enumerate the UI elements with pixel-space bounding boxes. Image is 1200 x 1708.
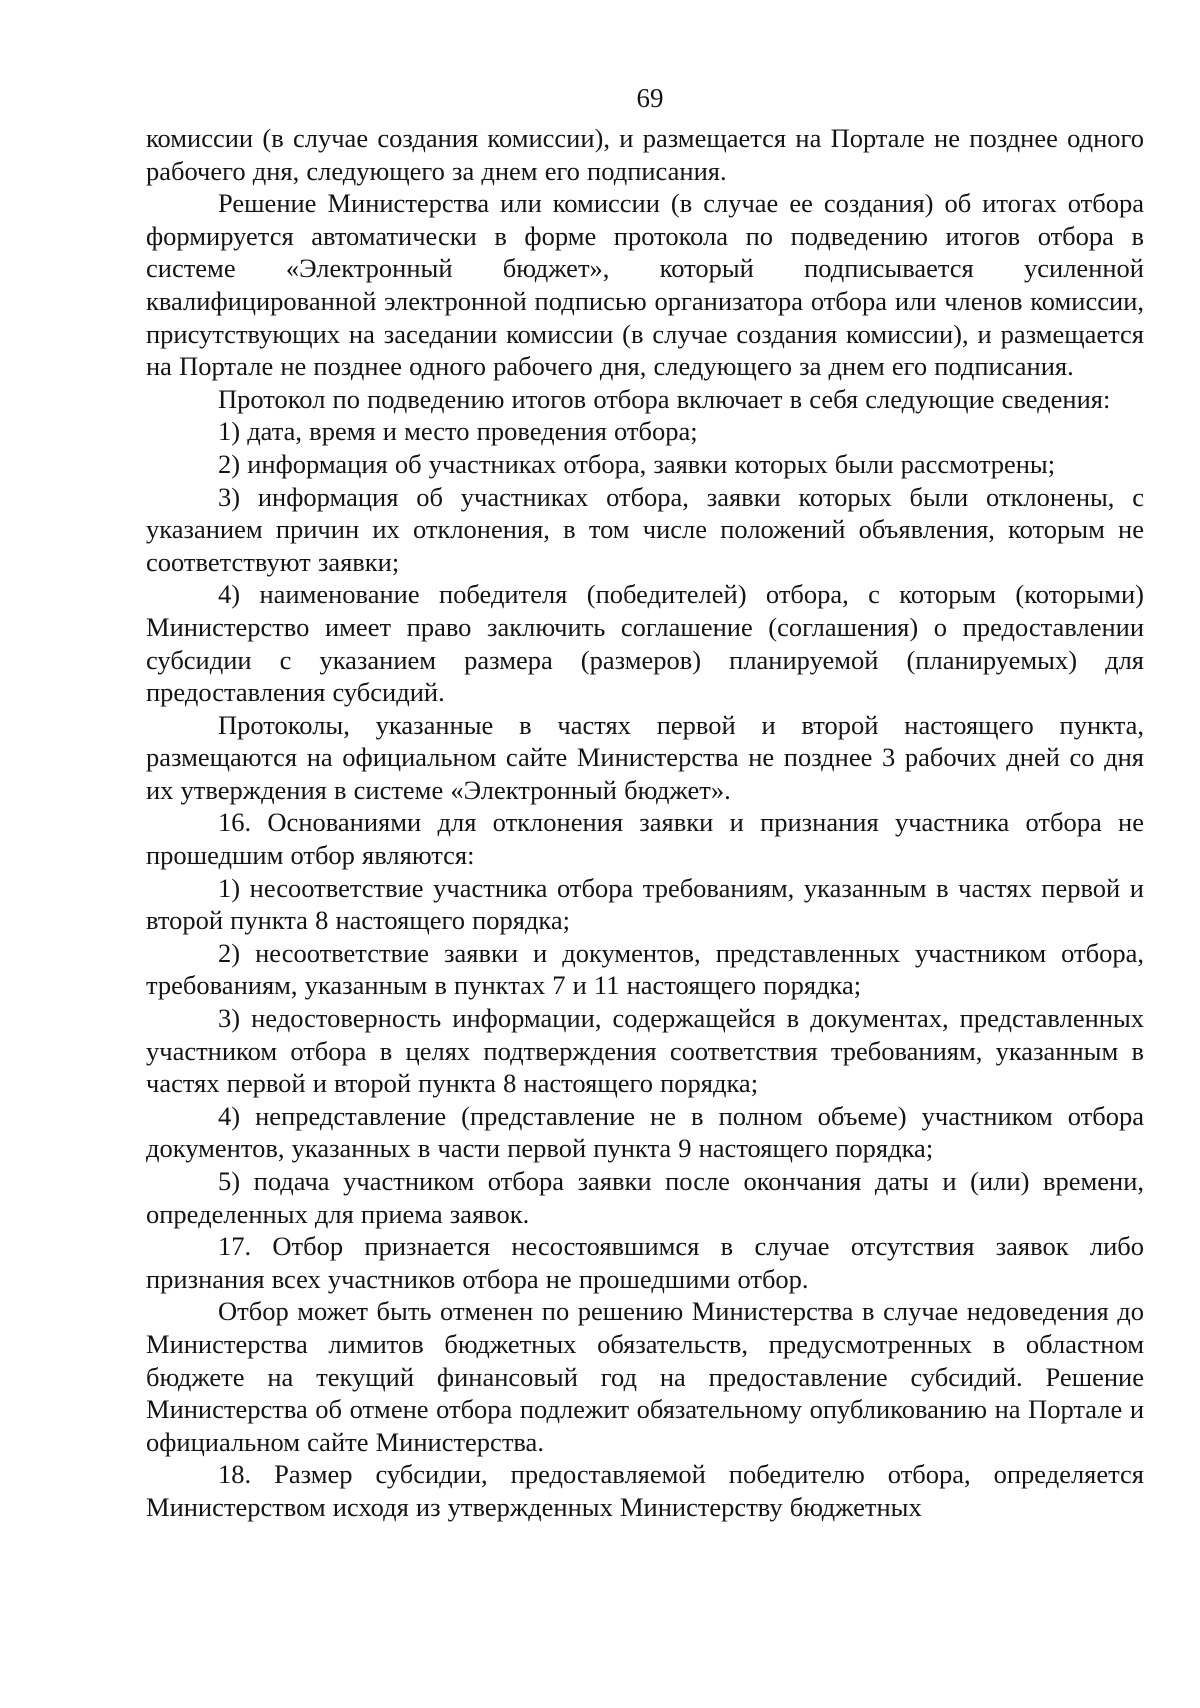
list-item: 5) подача участником отбора заявки после окончания даты и (или) времени, определенных для приема заявок. (146, 1166, 1144, 1229)
paragraph: Решение Министерства или комиссии (в случае ее создания) об итогах отбора формируется автоматически в форме протокола по подведению итогов отбора в системе «Электронный бюджет», который подписывается усиленной квалифицированной электронной подписью организатора отбора или членов комиссии, присутствующих на заседании комиссии (в случае создания комиссии), и размещается на Портале не позднее одного рабочего дня, следующего за днем его подписания. (146, 188, 1144, 382)
list-item: 2) информация об участниках отбора, заявки которых были рассмотрены; (218, 448, 1056, 479)
page-number: 69 (636, 83, 664, 113)
paragraph: 18. Размер субсидии, предоставляемой победителю отбора, определяется Министерством исходя из утвержденных Министерству бюджетных (146, 1459, 1144, 1522)
paragraph: 17. Отбор признается несостоявшимся в случае отсутствия заявок либо признания всех участников отбора не прошедшими отбор. (146, 1231, 1144, 1294)
body-text (146, 122, 1144, 1524)
paragraph: 16. Основаниями для отклонения заявки и признания участника отбора не прошедшим отбор являются: (146, 807, 1144, 871)
list-item: 4) непредставление (представление не в полном объеме) участником отбора документов, указанных в части первой пункта 9 настоящего порядка; (146, 1100, 1144, 1164)
list-item: 3) информация об участниках отбора, заявки которых были отклонены, с указанием причин их отклонения, в том числе положений объявления, которым не соответствуют заявки; (146, 481, 1144, 577)
list-item: 3) недостоверность информации, содержащейся в документах, представленных участником отбора в целях подтверждения соответствия требованиям, указанным в частях первой и второй пункта 8 настоящего порядка; (146, 1003, 1144, 1099)
paragraph: Протокол по подведению итогов отбора включает в себя следующие сведения: (218, 383, 1111, 414)
paragraph: комиссии (в случае создания комиссии), и размещается на Портале не позднее одного рабочего дня, следующего за днем его подписания. (146, 123, 1144, 186)
paragraph: Отбор может быть отменен по решению Министерства в случае недоведения до Министерства лимитов бюджетных обязательств, предусмотренных в областном бюджете на текущий финансовый год на предоставление субсидий. Решение Министерства об отмене отбора подлежит обязательному опубликованию на Портале и официальном сайте Министерства. (146, 1296, 1144, 1457)
paragraph: Протоколы, указанные в частях первой и второй настоящего пункта, размещаются на официальном сайте Министерства не позднее 3 рабочих дней со дня их утверждения в системе «Электронный бюджет». (146, 709, 1144, 805)
list-item: 1) дата, время и место проведения отбора; (218, 416, 698, 447)
list-item: 2) несоответствие заявки и документов, представленных участником отбора, требованиям, указанным в пунктах 7 и 11 настоящего порядка; (146, 937, 1144, 1001)
list-item: 4) наименование победителя (победителей) отбора, с которым (которыми) Министерство имеет право заключить соглашение (соглашения) о предоставлении субсидии с указанием размера (размеров) планируемой (планируемых) для предоставления субсидий. (146, 579, 1144, 708)
list-item: 1) несоответствие участника отбора требованиям, указанным в частях первой и второй пункта 8 настоящего порядка; (146, 872, 1144, 936)
